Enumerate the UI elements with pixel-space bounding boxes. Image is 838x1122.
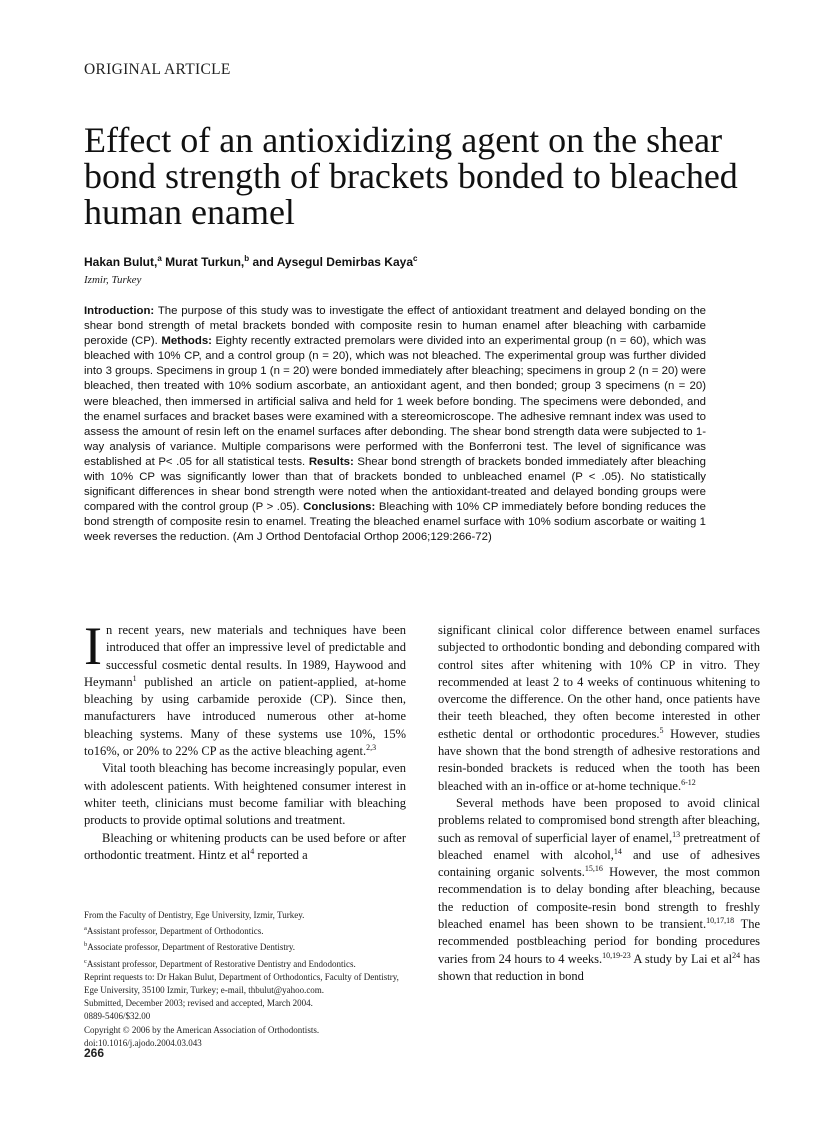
- body-paragraph: [438, 622, 760, 795]
- abstract-introduction-label: Introduction:: [84, 305, 155, 317]
- body-column-left: [84, 616, 406, 864]
- body-paragraph: [438, 795, 760, 985]
- citation-link[interactable]: 24: [732, 950, 741, 960]
- abstract-introduction-text: The purpose of this study was to investigate the effect of antioxidant treatment and delayed bonding on the shear bond strength of metal brackets bonded with composite resin to human enamel after bleaching with carbamide peroxide (CP).: [84, 305, 706, 348]
- body-text: However, studies have shown that the bond strength of adhesive restorations and resin-bonded brackets is reduced when the tooth has been bleached with an in-office or at-home technique.: [438, 726, 760, 793]
- citation-link[interactable]: 1: [132, 673, 137, 683]
- author-name: Hakan Bulut,: [84, 255, 158, 269]
- footnote-text: Assistant professor, Department of Orthodontics.: [86, 926, 264, 937]
- abstract-methods-label: Methods:: [161, 335, 212, 348]
- page-number: 266: [84, 1046, 105, 1060]
- author-affiliation-mark: b: [244, 254, 250, 263]
- citation-link[interactable]: 14: [613, 846, 622, 856]
- abstract: [84, 304, 706, 546]
- footnote-submitted: Submitted, December 2003; revised and accepted, March 2004.: [84, 998, 313, 1009]
- footnote-reprint: Reprint requests to: Dr Hakan Bulut, Department of Orthodontics, Faculty of Dentistry, Ege University, 35100 Izmir, Turkey; e-mail, thbulut@yahoo.com.: [84, 971, 399, 996]
- body-text: n recent years, new materials and techniques have been introduced that offer an impressive level of predictable and successful cosmetic dental results. In 1989, Haywood and Heymann: [84, 623, 406, 689]
- footnote-issn: 0889-5406/$32.00: [84, 1011, 151, 1022]
- body-text: Several methods have been proposed to avoid clinical problems related to compromised bond strength after bleaching, such as removal of superficial layer of enamel,: [438, 795, 760, 845]
- footnote-author-b: [84, 938, 406, 954]
- body-text: The recommended postbleaching period for bonding procedures varies from 24 hours to 4 weeks.: [438, 917, 760, 966]
- citation-link[interactable]: 5: [659, 725, 664, 735]
- footnote-text: Associate professor, Department of Restorative Dentistry.: [87, 942, 295, 953]
- body-text: reported a: [254, 847, 308, 862]
- body-text: Bleaching or whitening products can be used before or after orthodontic treatment. Hintz et al: [84, 830, 406, 862]
- abstract-conclusions-label: Conclusions:: [303, 501, 376, 514]
- author-affiliation-mark: c: [413, 254, 418, 263]
- abstract-methods-text: Eighty recently extracted premolars were divided into an experimental group (n = 60), which was bleached with 10% CP, and a control group (n = 20), which was not bleached. The experimental group was further divided into 3 groups. Specimens in group 1 (n = 20) were bonded immediately after bleaching; specimens in group 2 (n = 20) were bleached, then treated with 10% sodium ascorbate, an antioxidant agent, and then bonded; group 3 specimens (n = 20) were bleached, then immersed in artificial saliva and held for 1 week before bonding. The specimens were debonded, and the enamel surfaces and bracket bases were examined with a stereomicroscope. The adhesive remnant index was used to assess the amount of resin left on the enamel surfaces after debonding. The shear bond strength data were subjected to 1-way analysis of variance. Multiple comparisons were performed with the Bonferroni test. The level of significance was established at P< .05 for all statistical tests.: [84, 335, 707, 468]
- citation-link[interactable]: 6-12: [681, 777, 696, 787]
- author-location: Izmir, Turkey: [84, 274, 142, 286]
- citation-link[interactable]: 13: [672, 829, 681, 839]
- body-text: published an article on patient-applied, at-home bleaching by using carbamide peroxide (CP). Since then, manufacturers have introduced numerous other at-home bleaching systems. Many of these systems use 10%, 15% to16%, or 20% to 22% CP as the active bleaching agent.: [84, 674, 406, 759]
- abstract-results-label: Results:: [308, 455, 354, 468]
- footnotes: [84, 909, 406, 1050]
- footnote-author-a: [84, 922, 406, 938]
- body-column-right: [438, 622, 760, 985]
- body-text: However, the most common recommendation is to delay bonding after bleaching, because the reduction of composite-resin bond strength to freshly bleached enamel has been shown to be transient.: [438, 865, 760, 932]
- footnote-affiliation: From the Faculty of Dentistry, Ege University, Izmir, Turkey.: [84, 910, 305, 920]
- body-text: significant clinical color difference between enamel surfaces subjected to orthodontic bonding and debonding compared with control sites after whitening with 10% CP in vitro. They recommended at least 2 to 4 weeks of continuous whitening to overcome the difference. On the other hand, once patients have their teeth bleached, they often become interested in other esthetic dental or orthodontic procedures.: [438, 623, 760, 741]
- body-paragraph: [84, 616, 406, 760]
- footnote-mark: b: [84, 941, 88, 949]
- body-text: A study by Lai et al: [630, 951, 733, 966]
- drop-cap: I: [84, 616, 102, 676]
- footnote-doi[interactable]: doi:10.1016/j.ajodo.2004.03.043: [84, 1037, 202, 1048]
- section-label: ORIGINAL ARTICLE: [84, 61, 231, 78]
- citation-link[interactable]: 15,16: [584, 864, 603, 873]
- abstract-results-text: Shear bond strength of brackets bonded immediately after bleaching with 10% CP was significantly lower than that of brackets bonded to unbleached enamel (P < .05). No statistically significant differences in shear bond strength were noted when the antioxidant-treated and delayed bonding groups were compared with the control group (P > .05).: [84, 455, 706, 514]
- footnote-author-c: [84, 955, 406, 971]
- author-name: Murat Turkun,: [165, 255, 245, 269]
- author-affiliation-mark: a: [157, 254, 162, 263]
- body-text: and use of adhesives containing organic solvents.: [438, 847, 760, 880]
- body-paragraph: [84, 830, 406, 865]
- abstract-conclusions-text: Bleaching with 10% CP immediately before bonding reduces the bond strength of composite resin to enamel. Treating the bleached enamel surface with 10% sodium ascorbate or waiting 1 week reverses the reduction. (Am J Orthod Dentofacial Orthop 2006;129:266-72): [84, 501, 706, 544]
- body-text: has shown that reduction in bond: [438, 951, 760, 983]
- body-text: pretreatment of bleached enamel with alcohol,: [438, 830, 760, 862]
- citation-link[interactable]: 2,3: [366, 742, 377, 752]
- author-list: [84, 254, 417, 269]
- footnote-text: Assistant professor, Department of Restorative Dentistry and Endodontics.: [86, 958, 356, 969]
- footnote-mark: c: [84, 957, 87, 965]
- citation-link[interactable]: 10,17,18: [706, 915, 735, 925]
- body-paragraph: Vital tooth bleaching has become increasingly popular, even with adolescent patients. With heightened consumer interest in whiter teeth, clinicians must become familiar with bleaching products to provide optimal solutions and treatment.: [84, 761, 406, 828]
- footnote-mark: a: [84, 925, 87, 933]
- citation-link[interactable]: 4: [250, 846, 255, 856]
- citation-link[interactable]: 10,19-23: [602, 950, 631, 960]
- article-title: Effect of an antioxidizing agent on the shear bond strength of brackets bonded to bleached human enamel: [84, 120, 738, 232]
- footnote-copyright: Copyright © 2006 by the American Association of Orthodontists.: [84, 1024, 320, 1035]
- author-name: and Aysegul Demirbas Kaya: [252, 255, 413, 269]
